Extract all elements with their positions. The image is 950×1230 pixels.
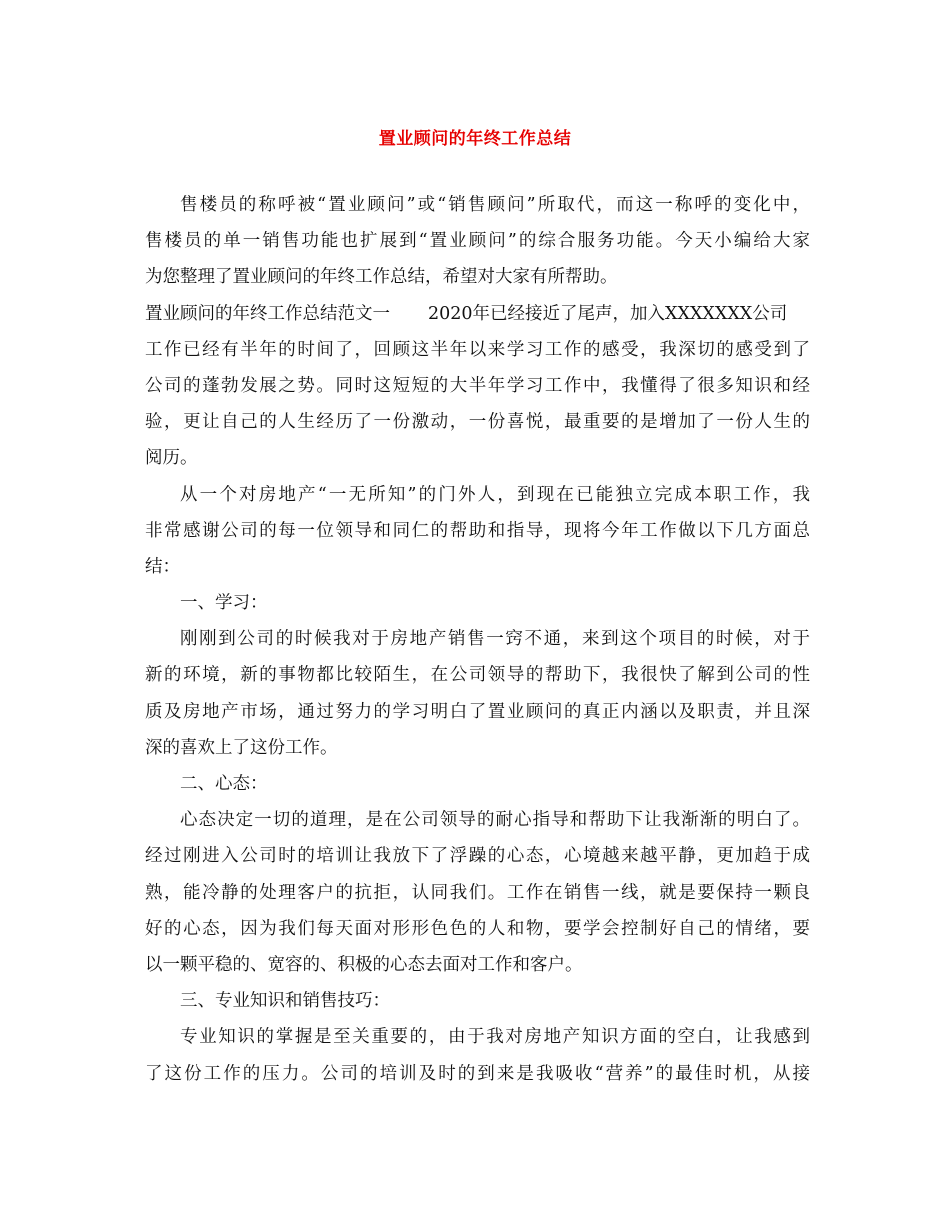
text-line: 售楼员的称呼被“置业顾问”或“销售顾问”所取代，而这一称呼的变化中， [180, 195, 810, 215]
text-line-with-heading [145, 296, 810, 332]
text-line: 验，更让自己的人生经历了一份激动，一份喜悦，最重要的是增加了一份人生的 [145, 412, 810, 433]
text-line: 新的环境，新的事物都比较陌生，在公司领导的帮助下，我很快了解到公司的性 [145, 665, 810, 686]
text-line: 好的心态，因为我们每天面对形形色色的人和物，要学会控制好自己的情绪，要 [145, 918, 810, 939]
text-line: 结： [145, 556, 180, 577]
text-line: 从一个对房地产“一无所知”的门外人，到现在已能独立完成本职工作，我 [180, 484, 810, 505]
text-line: 以一颗平稳的、宽容的、积极的心态去面对工作和客户。 [145, 954, 583, 975]
sample-intro: 2020年已经接近了尾声，加入XXXXXXX公司 [428, 303, 788, 324]
text-line: 阅历。 [145, 448, 198, 469]
text-line: 熟，能冷静的处理客户的抗拒，认同我们。工作在销售一线，就是要保持一颗良 [145, 882, 810, 903]
sample-heading: 置业顾问的年终工作总结范文一 [145, 303, 390, 324]
text-line: 刚刚到公司的时候我对于房地产销售一窍不通，来到这个项目的时候，对于 [180, 629, 810, 650]
text-line: 经过刚进入公司时的培训让我放下了浮躁的心态，心境越来越平静，更加趋于成 [145, 846, 810, 867]
text-line: 为您整理了置业顾问的年终工作总结，希望对大家有所帮助。 [145, 267, 618, 288]
text-line: 非常感谢公司的每一位领导和同仁的帮助和指导，现将今年工作做以下几方面总 [145, 520, 810, 541]
text-line: 公司的蓬勃发展之势。同时这短短的大半年学习工作中，我懂得了很多知识和经 [145, 375, 810, 396]
text-line: 了这份工作的压力。公司的培训及时的到来是我吸收“营养”的最佳时机，从接 [145, 1063, 810, 1084]
text-line: 深的喜欢上了这份工作。 [145, 737, 338, 758]
section-heading: 一、学习： [180, 593, 268, 614]
section-heading: 三、专业知识和销售技巧： [180, 991, 390, 1012]
document-body [145, 187, 810, 1092]
text-line: 专业知识的掌握是至关重要的，由于我对房地产知识方面的空白，让我感到 [180, 1027, 810, 1048]
text-line: 工作已经有半年的时间了，回顾这半年以来学习工作的感受，我深切的感受到了 [145, 339, 810, 360]
text-line: 售楼员的单一销售功能也扩展到“置业顾问”的综合服务功能。今天小编给大家 [145, 231, 810, 252]
document-title: 置业顾问的年终工作总结 [378, 129, 572, 149]
section-heading: 二、心态： [180, 774, 268, 794]
text-line: 心态决定一切的道理，是在公司领导的耐心指导和帮助下让我渐渐的明白了。 [180, 810, 810, 831]
text-line: 质及房地产市场，通过努力的学习明白了置业顾问的真正内涵以及职责，并且深 [145, 701, 810, 722]
